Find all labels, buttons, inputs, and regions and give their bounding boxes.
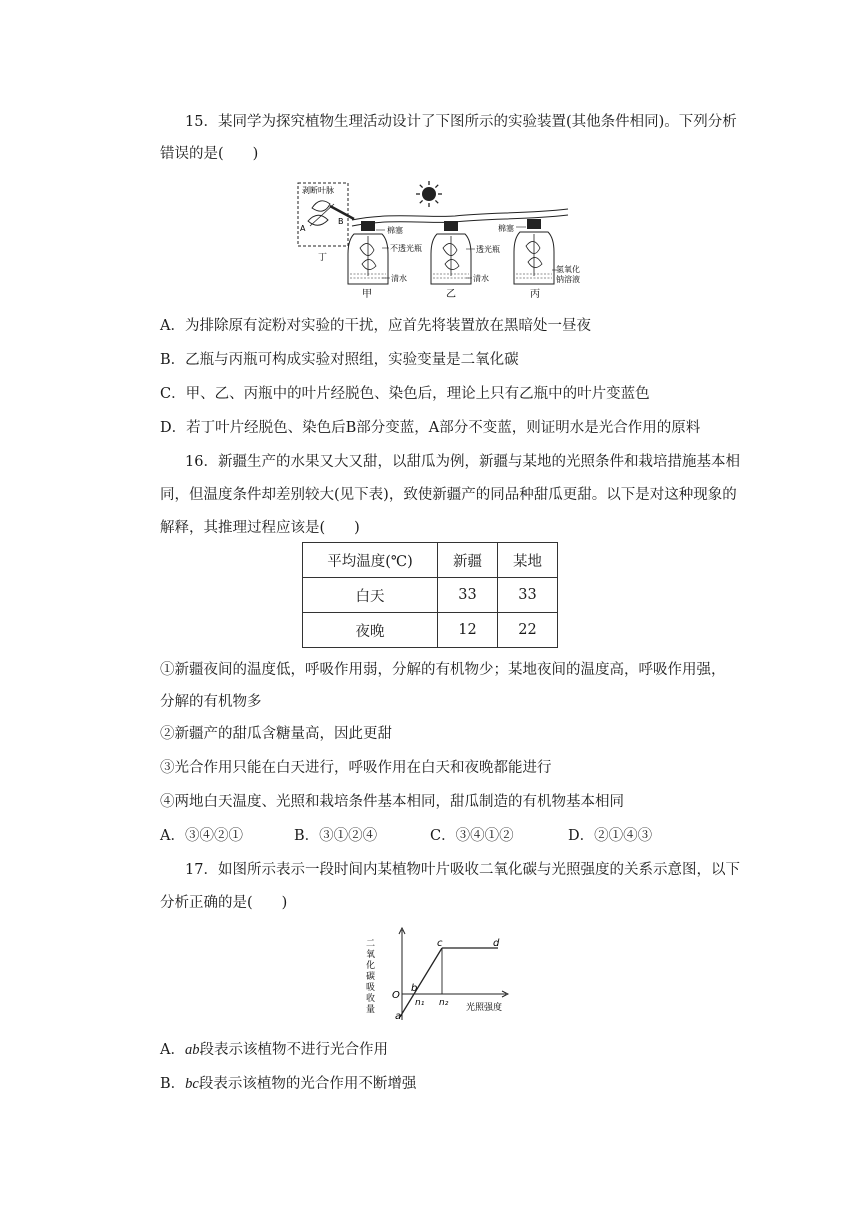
fig-label-a: A <box>300 224 306 233</box>
fig-naoh-line1: 氢氧化 <box>556 265 580 274</box>
q17-option-b-text: 段表示该植物的光合作用不断增强 <box>198 1076 417 1092</box>
fig-jia: 甲 <box>362 289 372 300</box>
q16-stem-line3: 解释，其推理过程应该是( ) <box>160 520 360 536</box>
q17-option-a <box>160 1040 388 1060</box>
q17-option-b <box>160 1074 416 1094</box>
table-header-cell: 新疆 <box>438 543 498 578</box>
q16-option-a: A．③④②① <box>160 828 243 844</box>
table-cell: 33 <box>498 578 558 613</box>
graph-ylabel-char: 二 <box>366 939 376 949</box>
q15-option-a: A．为排除原有淀粉对实验的干扰，应首先将装置放在黑暗处一昼夜 <box>160 318 591 334</box>
q16-statement-4: ④两地白天温度、光照和栽培条件基本相同，甜瓜制造的有机物基本相同 <box>160 794 624 810</box>
table-cell: 12 <box>438 613 498 648</box>
fig-water-1: 清水 <box>391 274 407 283</box>
graph-ylabel-char: 化 <box>366 961 376 971</box>
table-header-cell: 某地 <box>498 543 558 578</box>
graph-ylabel-char: 量 <box>366 1005 376 1015</box>
q16-statement-1-line1: ①新疆夜间的温度低，呼吸作用弱，分解的有机物少；某地夜间的温度高，呼吸作用强， <box>160 662 726 678</box>
q16-option-d: D．②①④③ <box>568 828 653 844</box>
graph-label-d: d <box>493 938 500 949</box>
fig-bing: 丙 <box>530 289 540 300</box>
table-header-row <box>303 543 558 578</box>
graph-ylabel-char: 氧 <box>366 950 376 960</box>
q17-option-a-text: 段表示该植物不进行光合作用 <box>199 1042 388 1058</box>
q17-option-a-segment: ab <box>184 1042 200 1058</box>
q15-option-b: B．乙瓶与丙瓶可构成实验对照组，实验变量是二氧化碳 <box>160 352 519 368</box>
temperature-table <box>302 542 558 648</box>
graph-label-n1: n₁ <box>415 998 425 1008</box>
fig-cotton-1: 棉塞 <box>387 226 403 235</box>
graph-origin: O <box>392 990 400 1001</box>
q15-stem-line1: 15．某同学为探究植物生理活动设计了下图所示的实验装置(其他条件相同)。下列分析 <box>185 114 737 130</box>
fig-transparent-bottle: 透光瓶 <box>476 245 500 254</box>
graph-ylabel-char: 碳 <box>366 972 376 982</box>
q17-stem-line1: 17．如图所示表示一段时间内某植物叶片吸收二氧化碳与光照强度的关系示意图，以下 <box>185 862 740 878</box>
table-cell: 33 <box>438 578 498 613</box>
graph-label-n2: n₂ <box>439 998 449 1008</box>
q16-option-c: C．③④①② <box>430 828 514 844</box>
graph-label-a: a <box>395 1011 402 1022</box>
fig-opaque-bottle: 不透光瓶 <box>390 244 422 253</box>
graph-ylabel-char: 吸 <box>366 983 376 993</box>
fig-dashed-label: 剥断叶脉 <box>302 186 334 195</box>
bottle-bing <box>514 219 554 284</box>
q17-stem-line2: 分析正确的是( ) <box>160 895 288 911</box>
table-row <box>303 578 558 613</box>
q17-option-b-segment: bc <box>185 1076 199 1092</box>
co2-absorption-graph <box>362 924 522 1024</box>
q16-statement-2: ②新疆产的甜瓜含糖量高，因此更甜 <box>160 726 392 742</box>
q16-option-b: B．③①②④ <box>294 828 378 844</box>
table-cell: 22 <box>498 613 558 648</box>
q17-option-a-prefix: A． <box>160 1042 185 1058</box>
graph-ylabel-char: 收 <box>366 994 376 1004</box>
graph-xlabel: 光照强度 <box>466 1003 503 1013</box>
sun-icon <box>416 181 442 207</box>
graph-label-b: b <box>411 983 418 994</box>
fig-water-2: 清水 <box>473 274 489 283</box>
q17-option-b-prefix: B． <box>160 1076 186 1092</box>
q16-stem-line2: 同，但温度条件却差别较大(见下表)，致使新疆产的同品种甜瓜更甜。以下是对这种现象的 <box>160 487 737 503</box>
fig-yi: 乙 <box>446 289 456 300</box>
table-cell: 夜晚 <box>303 613 438 648</box>
table-header-cell: 平均温度(℃) <box>303 543 438 578</box>
q15-option-d: D．若丁叶片经脱色、染色后B部分变蓝，A部分不变蓝，则证明水是光合作用的原料 <box>160 420 701 436</box>
q15-experiment-figure <box>290 176 580 301</box>
bottle-yi <box>431 221 471 284</box>
table-row <box>303 613 558 648</box>
fig-naoh-line2: 钠溶液 <box>556 275 580 284</box>
q16-statement-1-line2: 分解的有机物多 <box>160 694 262 710</box>
q15-stem-line2: 错误的是( ) <box>160 146 259 162</box>
fig-label-b: B <box>338 217 344 226</box>
table-cell: 白天 <box>303 578 438 613</box>
q15-option-c: C．甲、乙、丙瓶中的叶片经脱色、染色后，理论上只有乙瓶中的叶片变蓝色 <box>160 386 650 402</box>
fig-cotton-2: 棉塞 <box>498 224 514 233</box>
bottle-jia <box>348 221 388 284</box>
fig-label-ding: 丁 <box>318 253 328 263</box>
q16-stem-line1: 16．新疆生产的水果又大又甜，以甜瓜为例，新疆与某地的光照条件和栽培措施基本相 <box>185 454 740 470</box>
graph-label-c: c <box>437 938 443 949</box>
q16-statement-3: ③光合作用只能在白天进行，呼吸作用在白天和夜晚都能进行 <box>160 760 552 776</box>
